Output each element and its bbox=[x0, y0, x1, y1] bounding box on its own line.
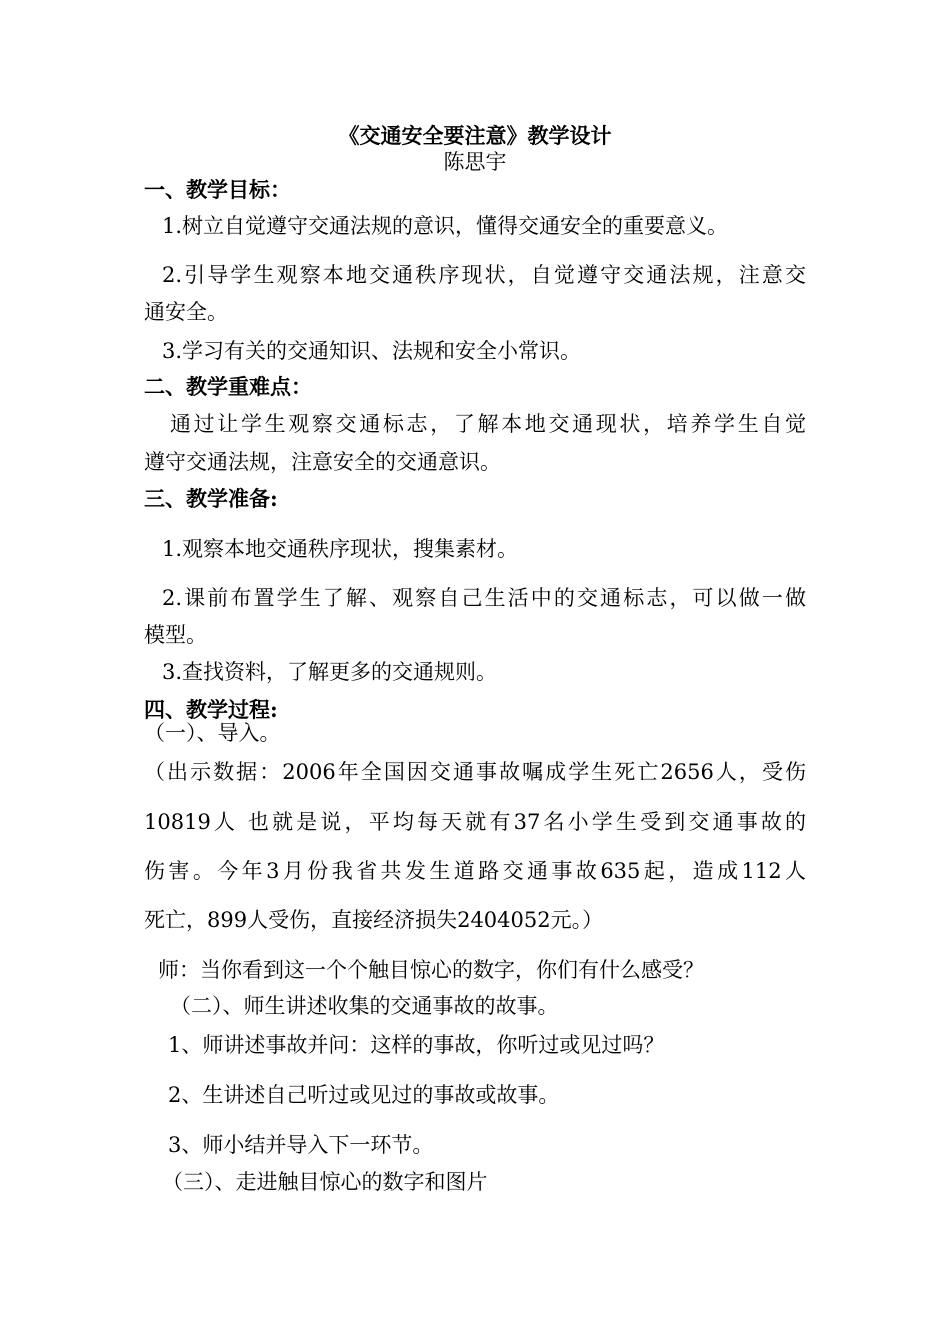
paragraph-line: 3.查找资料，了解更多的交通规则。 bbox=[162, 660, 498, 684]
document-title: 《交通安全要注意》教学设计 bbox=[338, 123, 612, 148]
paragraph-line: 1.树立自觉遵守交通法规的意识，懂得交通安全的重要意义。 bbox=[162, 214, 729, 238]
paragraph-line: 2、生讲述自己听过或见过的事故或故事。 bbox=[168, 1083, 560, 1107]
section-heading: 二、教学重难点： bbox=[144, 374, 312, 399]
paragraph-line: 通安全。 bbox=[144, 300, 228, 324]
paragraph-line: 遵守交通法规，注意安全的交通意识。 bbox=[144, 450, 501, 474]
paragraph-line: 1.观察本地交通秩序现状，搜集素材。 bbox=[162, 537, 519, 561]
paragraph-line: 3.学习有关的交通知识、法规和安全小常识。 bbox=[162, 339, 582, 363]
paragraph-line: 死亡，899人受伤，直接经济损失2404052元。） bbox=[144, 908, 604, 932]
paragraph-line: 10819人 也就是说，平均每天就有37名小学生受到交通事故的 bbox=[144, 810, 806, 834]
section-heading: 三、教学准备: bbox=[144, 486, 278, 511]
paragraph-line: （二）、师生讲述收集的交通事故的故事。 bbox=[170, 994, 559, 1018]
paragraph-line: 2.课前布置学生了解、观察自己生活中的交通标志，可以做一做 bbox=[162, 586, 806, 610]
section-heading: 四、教学过程: bbox=[144, 697, 278, 722]
paragraph-line: 3、师小结并导入下一环节。 bbox=[168, 1133, 434, 1157]
paragraph-line: 师：当你看到这一个个触目惊心的数字，你们有什么感受？ bbox=[158, 958, 704, 982]
paragraph-line: 通过让学生观察交通标志，了解本地交通现状，培养学生自觉 bbox=[170, 412, 806, 436]
paragraph-line: 1、师讲述事故并问：这样的事故，你听过或见过吗？ bbox=[168, 1033, 665, 1057]
section-heading: 一、教学目标： bbox=[144, 177, 291, 202]
paragraph-line: 2.引导学生观察本地交通秩序现状，自觉遵守交通法规，注意交 bbox=[162, 263, 806, 287]
document-author: 陈思宇 bbox=[443, 150, 507, 174]
paragraph-line: （三）、走进触目惊心的数字和图片 bbox=[162, 1170, 488, 1194]
paragraph-line: 伤害。今年3月份我省共发生道路交通事故635起，造成112人 bbox=[144, 859, 806, 883]
paragraph-line: 模型。 bbox=[144, 623, 207, 647]
paragraph-line: （出示数据：2006年全国因交通事故嘱成学生死亡2656人，受伤 bbox=[144, 760, 806, 784]
paragraph-line: （一）、导入。 bbox=[144, 721, 281, 745]
